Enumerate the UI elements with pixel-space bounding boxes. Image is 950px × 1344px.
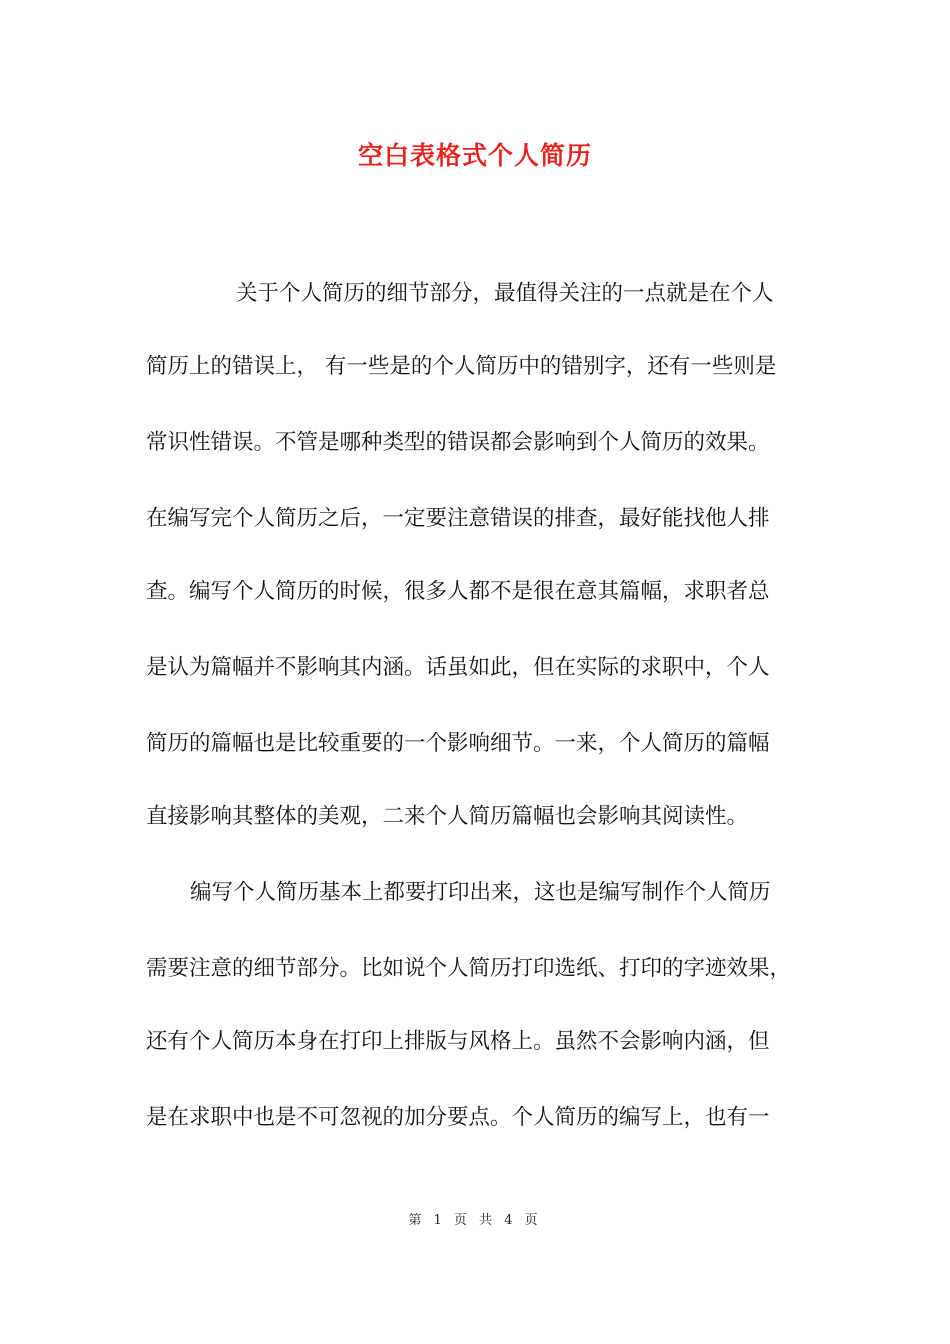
paragraph-line: 是在求职中也是不可忽视的加分要点。个人简历的编写上，也有一 <box>146 1105 770 1130</box>
paragraph-line: 简历的篇幅也是比较重要的一个影响细节。一来，个人简历的篇幅 <box>146 731 770 756</box>
paragraph-line: 常识性错误。不管是哪种类型的错误都会影响到个人简历的效果。 <box>146 430 770 455</box>
paragraph-line: 简历上的错误上， 有一些是的个人简历中的错别字，还有一些则是 <box>146 354 777 379</box>
paragraph-line: 编写个人简历基本上都要打印出来，这也是编写制作个人简历 <box>190 880 771 905</box>
paragraph-line: 是认为篇幅并不影响其内涵。话虽如此，但在实际的求职中，个人 <box>146 655 770 680</box>
paragraph-line: 在编写完个人简历之后，一定要注意错误的排查，最好能找他人排 <box>146 506 770 531</box>
paragraph-line: 关于个人简历的细节部分，最值得关注的一点就是在个人 <box>236 281 774 306</box>
paragraph-line: 直接影响其整体的美观，二来个人简历篇幅也会影响其阅读性。 <box>146 804 749 829</box>
paragraph-line: 查。编写个人简历的时候，很多人都不是很在意其篇幅，求职者总 <box>146 579 770 604</box>
page-number-footer: 第 1 页 共 4 页 <box>408 1213 542 1228</box>
paragraph-line: 需要注意的细节部分。比如说个人简历打印选纸、打印的字迹效果， <box>146 956 792 981</box>
paragraph-line: 还有个人简历本身在打印上排版与风格上。虽然不会影响内涵，但 <box>146 1029 770 1054</box>
document-title: 空白表格式个人简历 <box>357 141 592 170</box>
